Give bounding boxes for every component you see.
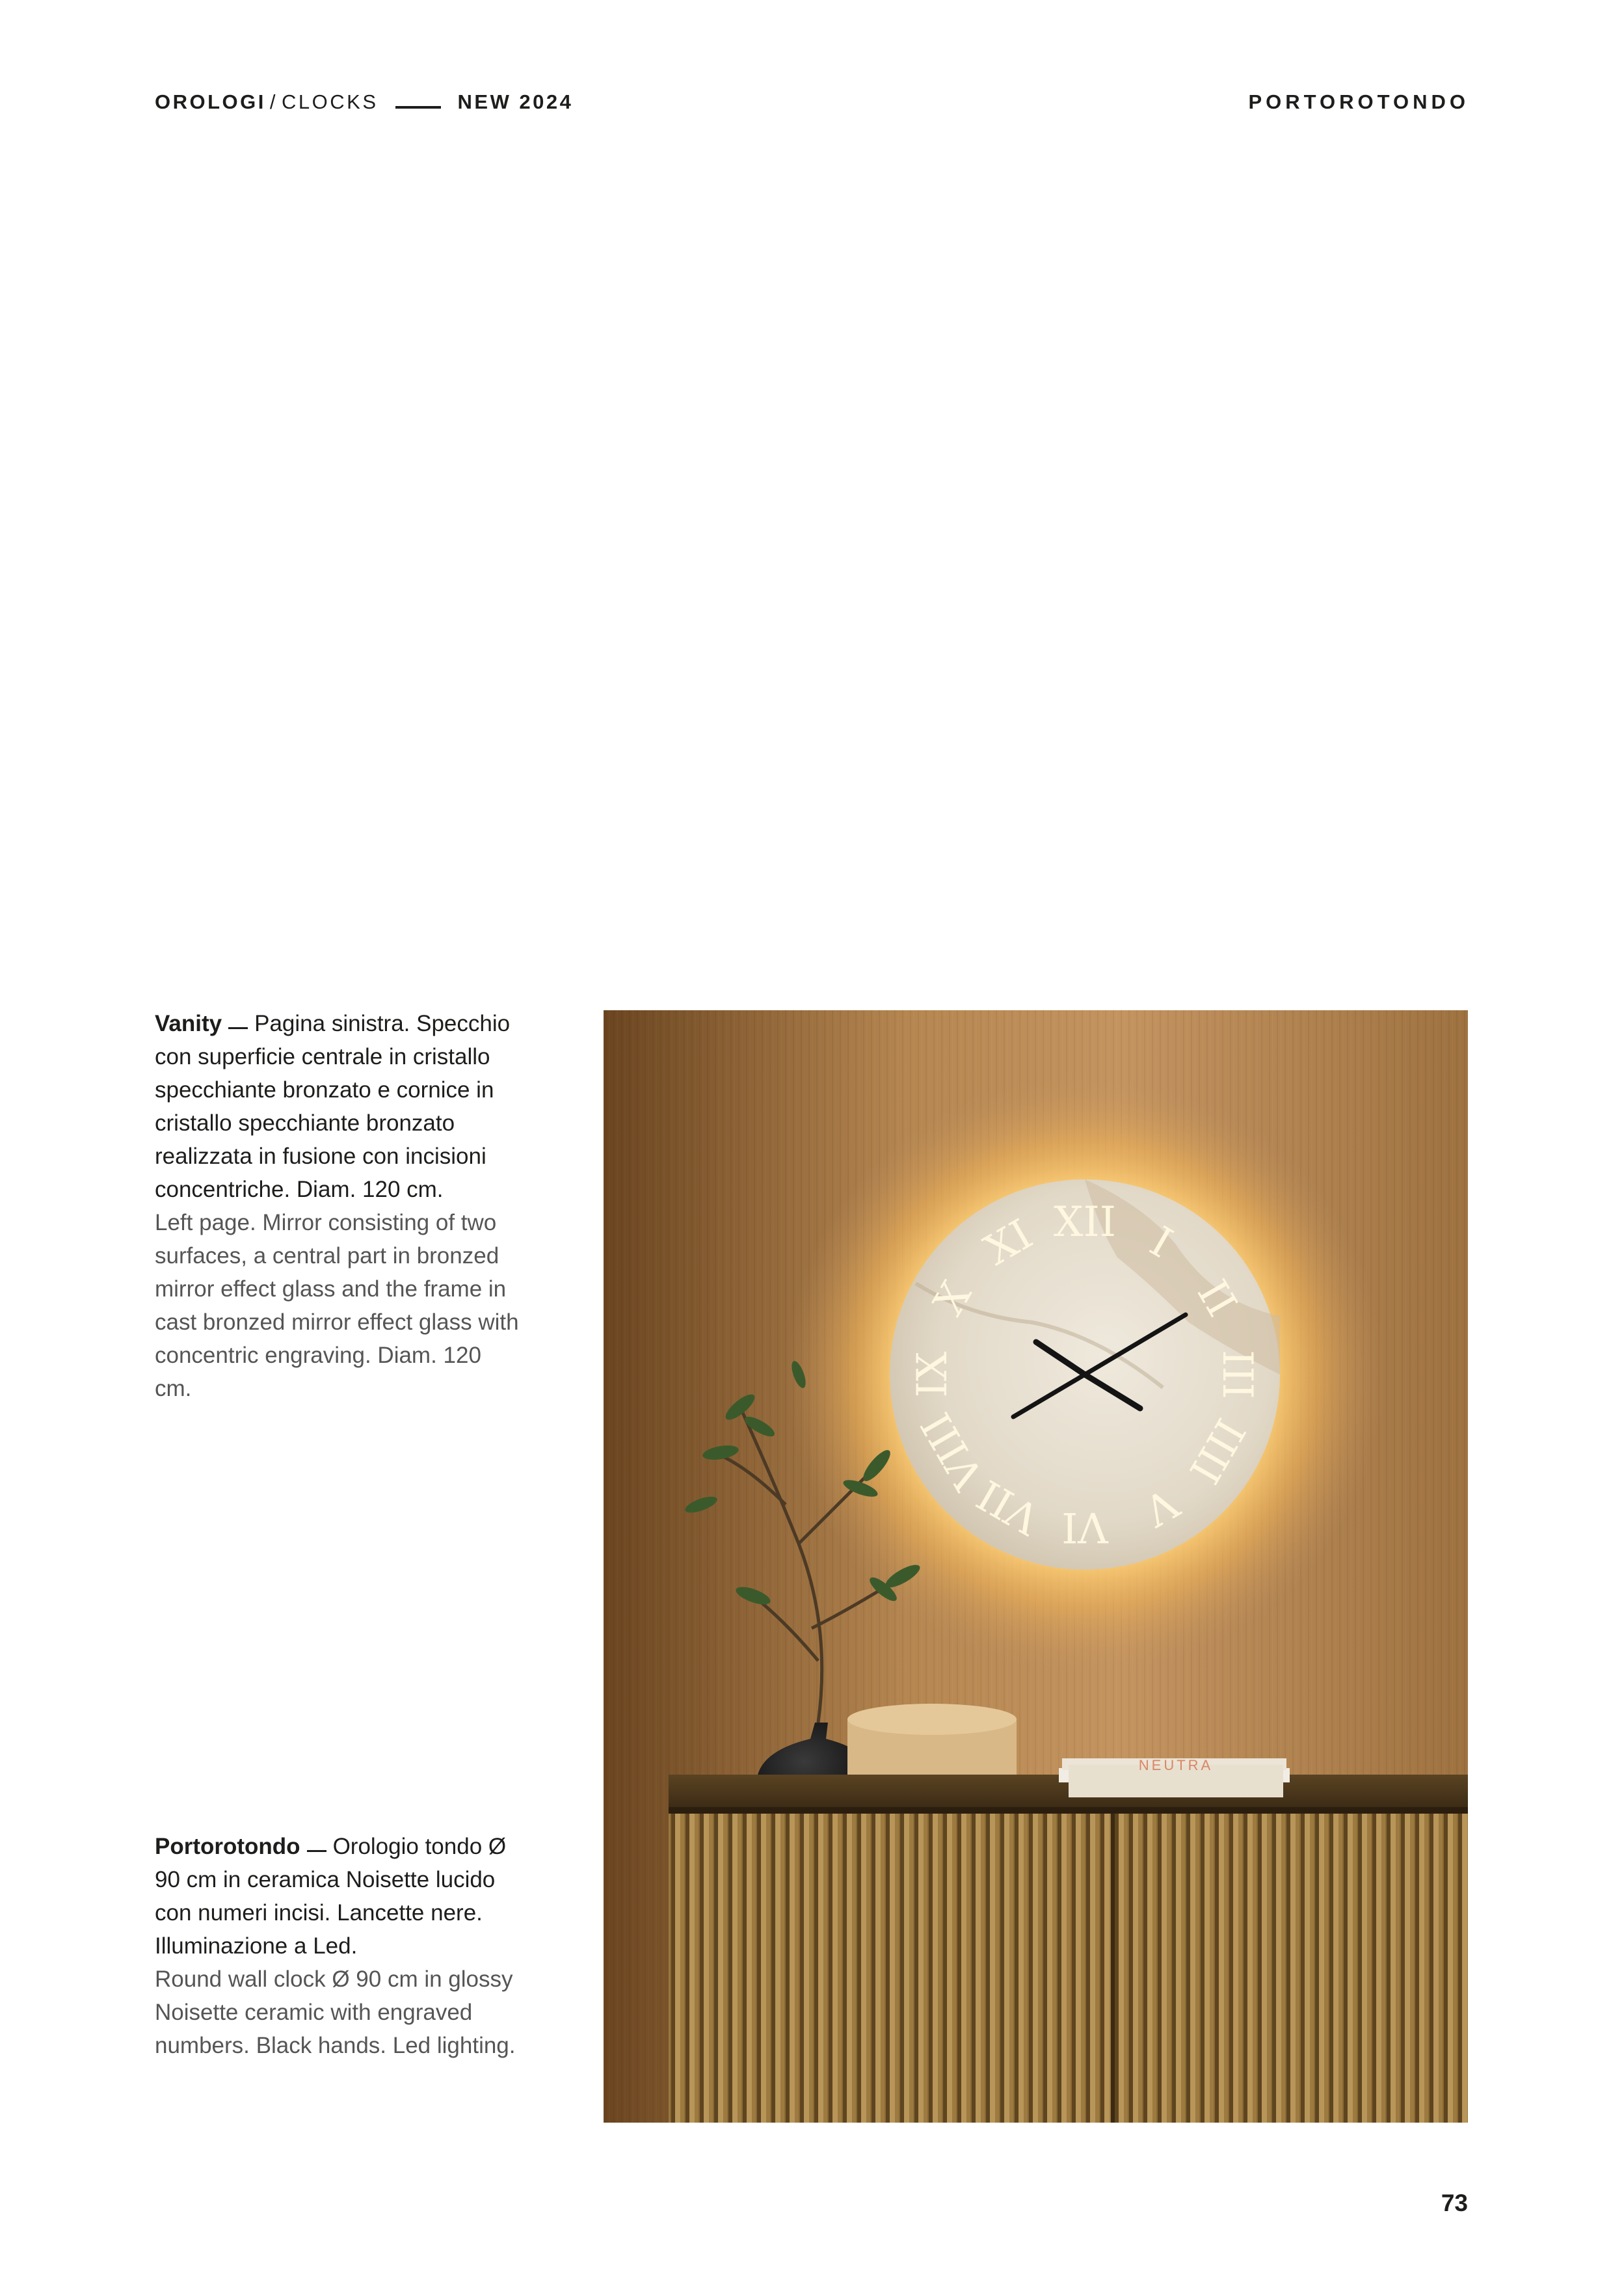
clock-numeral: XII (1053, 1198, 1117, 1246)
header-rule (395, 106, 441, 109)
name-dash (228, 1027, 248, 1029)
portorotondo-name: Portorotondo (155, 1834, 300, 1859)
fluted-sideboard (669, 1814, 1468, 2123)
clock-numeral: XI (976, 1210, 1041, 1276)
product-title: PORTOROTONDO (1248, 90, 1469, 113)
vanity-text-it (155, 1007, 519, 1206)
clock-numeral: II (1187, 1272, 1246, 1325)
clock-scene (604, 1010, 1468, 2123)
clock-numeral: VII (969, 1470, 1048, 1543)
book (1059, 1757, 1290, 1797)
vanity-description (155, 1007, 519, 1405)
clock-numeral: V (1136, 1478, 1186, 1535)
page-header (155, 86, 1469, 118)
clock-numeral: X (924, 1273, 981, 1324)
product-photo (604, 1010, 1468, 2123)
clock-numeral: IIII (1179, 1410, 1254, 1492)
section-label-en: CLOCKS (282, 90, 379, 113)
portorotondo-text-en: Round wall clock Ø 90 cm in glossy Noisette ceramic with engraved numbers. Black hands. Led lighting. (155, 1967, 516, 2058)
clock-numeral: IX (909, 1351, 957, 1398)
clock-numeral: VI (1061, 1503, 1108, 1551)
vanity-name: Vanity (155, 1011, 222, 1036)
clock-numeral: VIII (912, 1404, 994, 1497)
collection-label: NEW 2024 (457, 90, 574, 113)
section-separator: / (269, 90, 278, 113)
wall-clock (890, 1179, 1280, 1570)
page-number: 73 (1441, 2190, 1468, 2216)
clock-numeral: I (1141, 1218, 1180, 1268)
vanity-it-body: Pagina sinistra. Specchio con superficie centrale in cristallo specchiante bronzato e cornice in cristallo specchiante bronzato realizzata in fusione con incisioni concentriche. Diam. 120 cm. (155, 1011, 511, 1202)
section-label-it: OROLOGI (155, 90, 266, 113)
portorotondo-description (155, 1830, 519, 2062)
name-dash (307, 1850, 326, 1852)
portorotondo-it-body: Orologio tondo Ø 90 cm in ceramica Noisette lucido con numeri incisi. Lancette nere. Illuminazione a Led. (155, 1834, 507, 1959)
book-title: NEUTRA (1138, 1757, 1214, 1773)
portorotondo-text-it (155, 1830, 519, 1963)
vanity-text-en: Left page. Mirror consisting of two surfaces, a central part in bronzed mirror effect glass and the frame in cast bronzed mirror effect glass with concentric engraving. Diam. 120 cm. (155, 1210, 519, 1401)
sideboard-door-split (1111, 1814, 1115, 2123)
clock-numeral: III (1213, 1350, 1261, 1399)
